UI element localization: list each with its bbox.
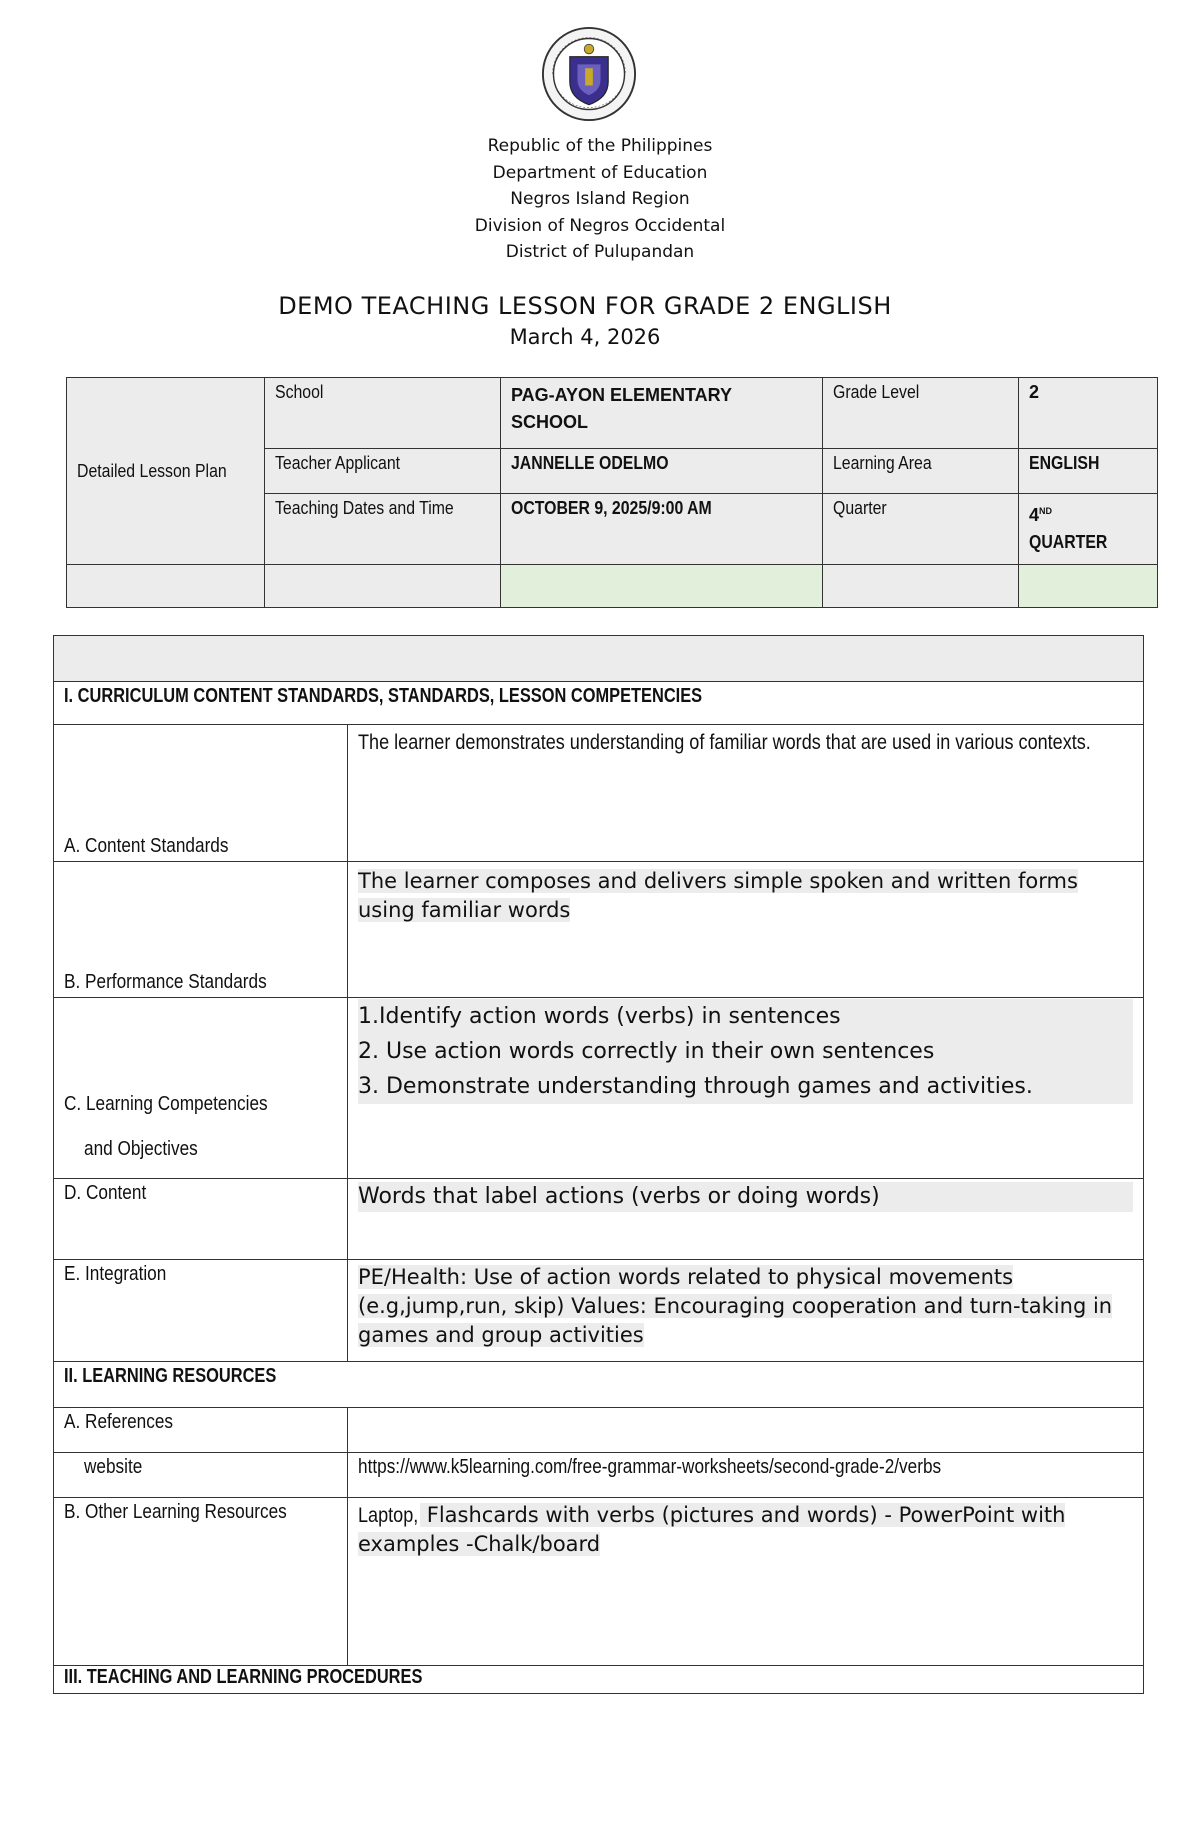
integration-label: E. Integration — [54, 1260, 348, 1362]
website-label: website — [54, 1453, 348, 1498]
other-resources-value: Laptop, Flashcards with verbs (pictures and words) - PowerPoint with examples -Chalk/board — [348, 1498, 1144, 1666]
objective-item: 1.Identify action words (verbs) in sentences — [358, 1004, 841, 1029]
blank-cell — [67, 565, 265, 608]
deped-seal-icon — [541, 26, 637, 122]
objective-item: 3. Demonstrate understanding through games and activities. — [358, 1074, 1033, 1099]
references-label: A. References — [54, 1408, 348, 1453]
content-standards-label: A. Content Standards — [54, 725, 348, 862]
header-line-department: Department of Education — [492, 162, 708, 183]
school-label: School — [265, 378, 501, 449]
grade-level-value: 2 — [1019, 378, 1158, 449]
objective-item: 2. Use action words correctly in their own sentences — [358, 1039, 935, 1064]
teaching-dates-value: OCTOBER 9, 2025/9:00 AM — [501, 494, 823, 565]
content-label: D. Content — [54, 1179, 348, 1260]
section-curriculum-heading: I. CURRICULUM CONTENT STANDARDS, STANDARDS, LESSON COMPETENCIES — [54, 682, 1144, 725]
performance-standards-value: The learner composes and delivers simple spoken and written forms using familiar words — [348, 862, 1144, 998]
website-link[interactable]: https://www.k5learning.com/free-grammar-worksheets/second-grade-2/verbs — [348, 1453, 1144, 1498]
learning-competencies-label: C. Learning Competencies and Objectives — [54, 998, 348, 1179]
school-value: PAG-AYON ELEMENTARY SCHOOL — [501, 378, 823, 449]
blank-cell-green — [1019, 565, 1158, 608]
content-standards-value: The learner demonstrates understanding of familiar words that are used in various contexts. — [348, 725, 1144, 862]
header-line-republic: Republic of the Philippines — [487, 136, 713, 156]
learning-objectives-value — [348, 998, 1144, 1179]
teacher-value: JANNELLE ODELMO — [501, 449, 823, 494]
content-value: Words that label actions (verbs or doing words) — [348, 1179, 1144, 1260]
integration-value: PE/Health: Use of action words related to physical movements (e.g,jump,run, skip) Values: Encouraging cooperation and turn-taking in games and group activities — [348, 1260, 1144, 1362]
lesson-info-table — [66, 377, 1158, 608]
header-line-division: Division of Negros Occidental — [474, 215, 726, 236]
blank-header-row — [54, 636, 1144, 682]
blank-cell — [823, 565, 1019, 608]
agency-header — [0, 133, 1200, 266]
quarter-label: Quarter — [823, 494, 1019, 565]
performance-standards-label: B. Performance Standards — [54, 862, 348, 998]
blank-cell — [265, 565, 501, 608]
other-resources-label: B. Other Learning Resources — [54, 1498, 348, 1666]
header-line-district: District of Pulupandan — [505, 242, 695, 262]
lesson-plan-table — [53, 635, 1144, 1694]
grade-level-label: Grade Level — [823, 378, 1019, 449]
teaching-dates-label: Teaching Dates and Time — [265, 494, 501, 565]
section-learning-resources-heading: II. LEARNING RESOURCES — [54, 1362, 1144, 1408]
document-title: DEMO TEACHING LESSON FOR GRADE 2 ENGLISH — [278, 292, 892, 320]
detailed-lesson-plan-label: Detailed Lesson Plan — [67, 378, 265, 565]
learning-area-value: ENGLISH — [1019, 449, 1158, 494]
header-line-region: Negros Island Region — [510, 189, 690, 209]
learning-area-label: Learning Area — [823, 449, 1019, 494]
section-procedures-heading: III. TEACHING AND LEARNING PROCEDURES — [54, 1666, 1144, 1694]
blank-cell-green — [501, 565, 823, 608]
references-value — [348, 1408, 1144, 1453]
quarter-value: 4ND QUARTER — [1019, 494, 1158, 565]
teacher-label: Teacher Applicant — [265, 449, 501, 494]
document-date: March 4, 2026 — [509, 325, 661, 349]
